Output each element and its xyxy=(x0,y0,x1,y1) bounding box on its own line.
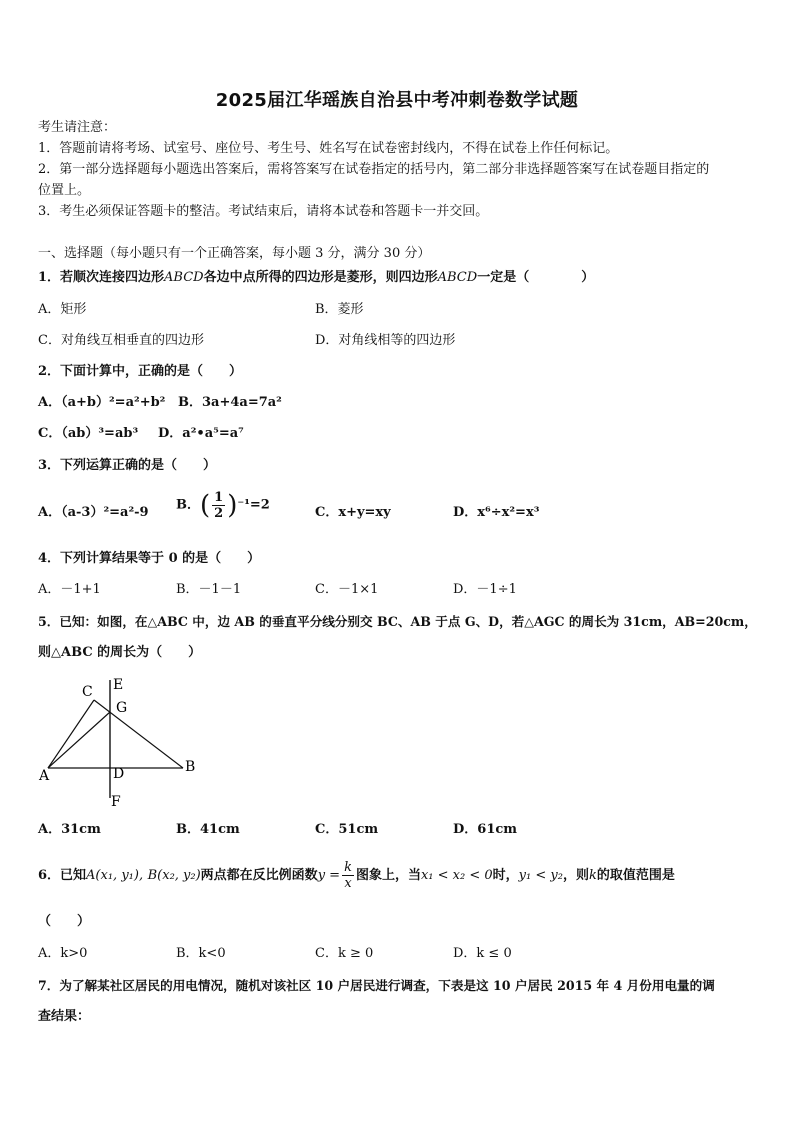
q6-option-d: D．k ≤ 0 xyxy=(453,946,512,961)
q4-option-d: D．－1÷1 xyxy=(453,582,517,597)
question-4-stem: 4．下列计算结果等于 0 的是（ ） xyxy=(38,551,261,566)
q1-text: 1．若顺次连接四边形 xyxy=(38,270,165,285)
notice-item: 位置上。 xyxy=(38,183,91,198)
page-title: 2025届江华瑶族自治县中考冲刺卷数学试题 xyxy=(215,90,579,111)
q2-option-a: A．（a+b）²=a²+b² xyxy=(38,395,166,410)
fraction-numerator: k xyxy=(344,860,352,875)
q6-text: 图象上，当 xyxy=(355,868,421,883)
q4-option-a: A．－1+1 xyxy=(38,582,101,597)
q5-option-d: D．61cm xyxy=(453,822,518,837)
q3-option-d: D．x⁶÷x²=x³ xyxy=(453,505,540,520)
q6-text: 6．已知 xyxy=(38,868,87,883)
q6-var: k xyxy=(588,868,597,883)
q6-option-c: C．k ≥ 0 xyxy=(315,946,374,961)
question-2-stem: 2．下面计算中，正确的是（ ） xyxy=(38,364,243,379)
question-5-stem-cont: 则△ABC 的周长为（ ） xyxy=(38,645,202,660)
label-f: F xyxy=(111,794,121,810)
q5-option-c: C．51cm xyxy=(315,822,379,837)
q3-option-b xyxy=(176,490,270,534)
q1-var: ABCD xyxy=(164,270,204,285)
q1-text: 各边中点所得的四边形是菱形，则四边形 xyxy=(203,270,438,285)
question-6-paren: （ ） xyxy=(38,914,91,929)
q3-b-label: B． xyxy=(176,497,200,513)
label-e: E xyxy=(113,677,124,693)
q1-option-a: A．矩形 xyxy=(38,302,87,317)
q5-option-a: A．31cm xyxy=(38,822,101,837)
q3-option-a: A．（a-3）²=a²-9 xyxy=(38,505,149,520)
question-3-stem: 3．下列运算正确的是（ ） xyxy=(38,458,217,473)
question-5-stem: 5．已知：如图，在△ABC 中，边 AB 的垂直平分线分别交 BC、AB 于点 G、D，若△AGC 的周长为 31cm，AB=20cm， xyxy=(38,614,757,629)
label-a: A xyxy=(39,768,50,784)
fraction-numerator: 1 xyxy=(214,490,224,505)
question-7-stem: 7．为了解某社区居民的用电情况，随机对该社区 10 户居民进行调查，下表是这 10 户居民 2015 年 4 月份用电量的调 xyxy=(38,978,715,993)
label-c: C xyxy=(82,684,93,700)
q6-point-a: A(x₁, y₁), xyxy=(86,868,144,883)
q2-option-b: B．3a+4a=7a² xyxy=(178,395,282,410)
question-6-stem xyxy=(38,856,675,896)
fraction-denominator: x xyxy=(344,876,352,891)
notice-item: 2．第一部分选择题每小题选出答案后，需将答案写在试卷指定的括号内，第二部分非选择题答案写在试卷题目指定的 xyxy=(38,162,710,177)
q1-option-c: C．对角线互相垂直的四边形 xyxy=(38,333,204,348)
fraction-denominator: 2 xyxy=(214,506,224,521)
question-1-stem xyxy=(38,270,594,286)
q6-text: 的取值范围是 xyxy=(596,868,675,883)
notice-heading: 考生请注意： xyxy=(38,120,117,135)
q2-option-c: C．（ab）³=ab³ xyxy=(38,426,139,441)
q6-condition: x₁ < x₂ < 0 xyxy=(420,868,493,883)
label-d: D xyxy=(113,766,125,782)
notice-item: 3．考生必须保证答题卡的整洁。考试结束后，请将本试卷和答题卡一并交回。 xyxy=(38,204,489,219)
q3-b-paren-left: ( xyxy=(200,490,211,521)
q6-option-b: B．k<0 xyxy=(176,946,226,961)
q6-option-a: A．k>0 xyxy=(38,946,88,961)
q4-option-c: C．－1×1 xyxy=(315,582,379,597)
label-g: G xyxy=(116,700,128,716)
q6-condition: y₁ < y₂ xyxy=(518,868,563,883)
q3-option-c: C．x+y=xy xyxy=(315,505,391,520)
q6-point-b: B(x₂, y₂) xyxy=(147,868,201,883)
q6-fraction xyxy=(342,860,354,891)
q1-var: ABCD xyxy=(437,270,478,285)
q5-option-b: B．41cm xyxy=(176,822,240,837)
label-b: B xyxy=(185,759,196,775)
q1-option-d: D．对角线相等的四边形 xyxy=(315,333,456,348)
question-7-stem-cont: 查结果： xyxy=(38,1009,91,1024)
q4-option-b: B．－1－1 xyxy=(176,582,242,597)
q6-function: y = xyxy=(317,868,341,883)
q3-b-fraction xyxy=(212,490,225,521)
q2-option-d: D．a²•a⁵=a⁷ xyxy=(158,426,244,441)
q3-b-exponent: ⁻¹=2 xyxy=(237,497,270,513)
q6-text: 时， xyxy=(492,868,519,883)
q1-text: 一定是（ ） xyxy=(477,270,595,285)
q6-text: 两点都在反比例函数 xyxy=(200,868,318,883)
q6-text: ，则 xyxy=(562,868,589,883)
notice-item: 1．答题前请将考场、试室号、座位号、考生号、姓名写在试卷密封线内，不得在试卷上作任何标记。 xyxy=(38,141,619,156)
q1-option-b: B．菱形 xyxy=(315,302,364,317)
section-heading: 一、选择题（每小题只有一个正确答案，每小题 3 分，满分 30 分） xyxy=(38,246,431,261)
q3-b-paren-right: ) xyxy=(227,490,238,521)
triangle-figure xyxy=(30,670,220,815)
